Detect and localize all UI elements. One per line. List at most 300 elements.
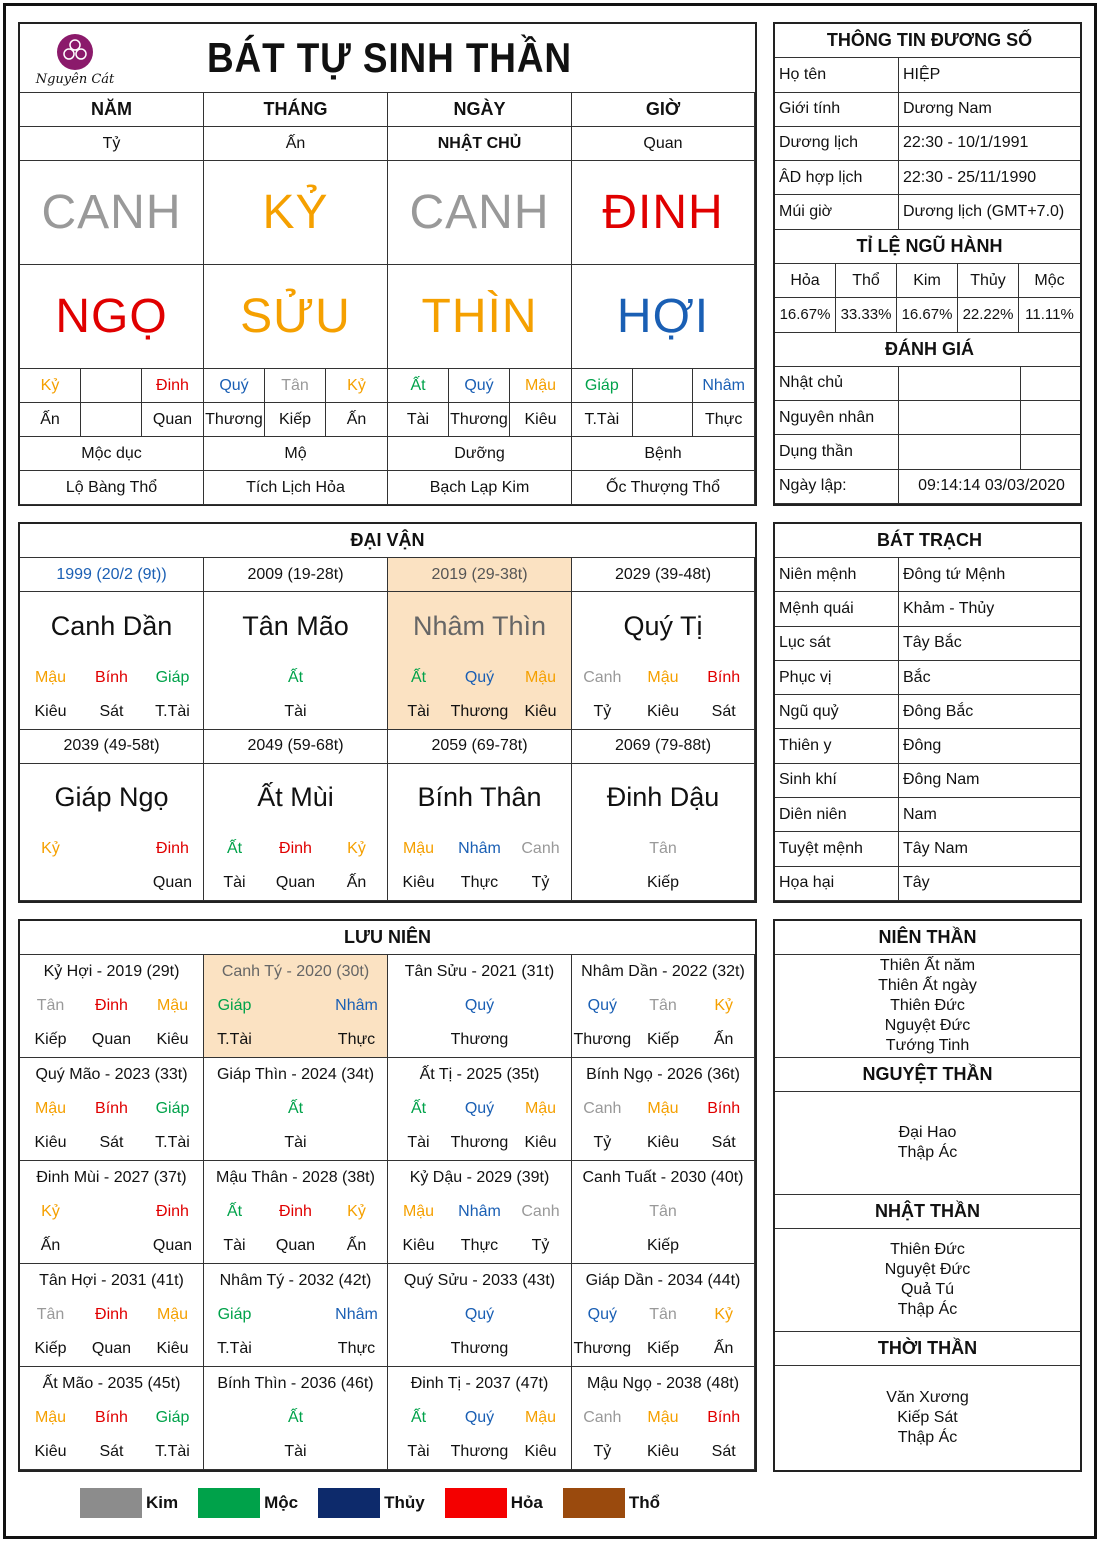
legend-label: Hỏa — [510, 1493, 543, 1512]
gods-section-list — [775, 1229, 1080, 1332]
luu-nien-stem: Quý — [464, 1100, 495, 1117]
dai-van-stems — [204, 832, 387, 866]
dai-van-stem: Đinh — [156, 840, 189, 857]
luu-nien-year: Tân Sửu - 2021 (31t) — [404, 963, 555, 980]
luu-nien-relation — [265, 1332, 326, 1366]
dai-van-cell — [388, 764, 572, 902]
dai-van-relation: T.Tài — [155, 702, 190, 720]
luu-nien-cell — [388, 1367, 572, 1470]
luu-nien-stem: Ất — [287, 1100, 304, 1117]
dai-van-name: Giáp Ngọ — [54, 782, 169, 813]
luu-nien-stem: Giáp — [155, 1409, 190, 1426]
luu-nien-cell — [572, 1367, 755, 1470]
dai-van-relations — [204, 695, 387, 729]
pillar-truong-sinh: Mộ — [204, 437, 388, 471]
luu-nien-relations — [572, 1435, 754, 1469]
dai-van-year: 2019 (29-38t) — [388, 558, 572, 592]
dai-van-stem: Giáp — [155, 668, 190, 686]
pillar-header: GIỜ — [572, 93, 755, 127]
luu-nien-relation: Tài — [284, 1443, 307, 1460]
dai-van-relation: Kiêu — [402, 874, 435, 891]
dai-van-stem: Nhâm — [458, 840, 501, 857]
gods-item: Nguyệt Đức — [884, 1017, 971, 1034]
luu-nien-stem: Bính — [707, 1100, 741, 1117]
luu-nien-stem: Mậu — [34, 1409, 67, 1426]
luu-nien-relations — [572, 1126, 754, 1160]
info-value: 22:30 - 25/11/1990 — [899, 161, 1080, 195]
dai-van-year: 2049 (59-68t) — [204, 730, 388, 764]
dai-van-stem: Mậu — [524, 668, 557, 686]
bat-trach-panel — [773, 522, 1082, 903]
dai-van-relations — [20, 866, 203, 900]
dai-van-year: 2059 (69-78t) — [388, 730, 572, 764]
luu-nien-relation: Kiếp — [34, 1340, 67, 1357]
luu-nien-stem: Quý — [464, 1409, 495, 1426]
pillar-can: KỶ — [204, 161, 388, 265]
hidden-stem-group — [20, 403, 204, 437]
hidden-stem: Kỷ — [20, 369, 81, 402]
info-value: Dương Nam — [899, 93, 1080, 127]
bat-trach-label: Tuyệt mệnh — [775, 832, 899, 866]
dai-van-stems — [204, 661, 387, 695]
dai-van-relation: Tài — [284, 702, 307, 720]
luu-nien-relation — [204, 1435, 265, 1469]
gods-section-list — [775, 955, 1080, 1058]
danh-gia-label: Nhật chủ — [775, 367, 899, 401]
luu-nien-stem — [572, 1195, 633, 1229]
luu-nien-cell — [388, 1161, 572, 1264]
luu-nien-stems — [388, 1298, 571, 1332]
page-title: BÁT TỰ SINH THẦN — [206, 34, 573, 81]
hidden-stem: Quý — [204, 369, 265, 402]
dai-van-stem: Ất — [410, 668, 427, 686]
luu-nien-relation: Kiêu — [156, 1340, 189, 1357]
dai-van-relation: Quan — [152, 874, 193, 891]
luu-nien-cell — [572, 1058, 755, 1161]
luu-nien-year: Mậu Ngọ - 2038 (48t) — [586, 1375, 740, 1392]
bat-trach-label: Mệnh quái — [775, 592, 899, 626]
luu-nien-stem: Giáp — [217, 997, 252, 1014]
hidden-stem: Kỷ — [347, 376, 366, 394]
luu-nien-relation: Thương — [450, 1340, 509, 1357]
gods-item: Nguyệt Đức — [884, 1261, 971, 1278]
luu-nien-year: Ất Tị - 2025 (35t) — [419, 1066, 540, 1083]
dai-van-relation: Kiêu — [646, 702, 679, 720]
gods-section-title: NGUYỆT THẦN — [775, 1058, 1080, 1092]
luu-nien-relation: Ấn — [40, 1237, 61, 1254]
luu-nien-stem: Đinh — [156, 1203, 189, 1220]
dai-van-relation: Sát — [711, 702, 736, 720]
dai-van-relation: Thực — [460, 874, 499, 891]
dai-van-stem: Mậu — [402, 840, 435, 857]
ngu-hanh-percent: 33.33% — [836, 298, 897, 332]
dai-van-name: Canh Dần — [50, 610, 173, 641]
luu-nien-relation: Quan — [91, 1340, 132, 1357]
luu-nien-relation — [388, 1023, 449, 1057]
luu-nien-relations — [20, 1332, 203, 1366]
luu-nien-year: Nhâm Dần - 2022 (32t) — [581, 963, 745, 980]
luu-nien-stem: Tân — [36, 997, 65, 1014]
luu-nien-stem: Tân — [36, 1306, 65, 1323]
luu-nien-stem — [204, 1401, 265, 1435]
dai-van-year: 1999 (20/2 (9t)) — [20, 558, 204, 592]
gods-item: Kiếp Sát — [897, 1409, 958, 1426]
dai-van-relation — [204, 695, 265, 729]
pillar-chi: SỬU — [204, 265, 388, 369]
luu-nien-stems — [20, 1298, 203, 1332]
hidden-stem-group — [572, 369, 755, 403]
luu-nien-stem: Ất — [410, 1100, 427, 1117]
luu-nien-year: Canh Tuất - 2030 (40t) — [582, 1169, 744, 1186]
luu-nien-relation: Sát — [99, 1134, 124, 1151]
luu-nien-stem — [693, 1195, 754, 1229]
ngu-hanh-element: Kim — [897, 264, 958, 298]
luu-nien-relation — [572, 1229, 633, 1263]
hidden-stem-relation — [633, 403, 694, 436]
info-title: THÔNG TIN ĐƯƠNG SỐ — [775, 24, 1080, 58]
dai-van-panel — [18, 522, 757, 903]
hidden-stem-group — [388, 369, 572, 403]
luu-nien-relation: Kiếp — [34, 1031, 67, 1048]
luu-nien-stems — [204, 989, 387, 1023]
dai-van-stem: Kỷ — [41, 840, 60, 857]
dai-van-relation: Kiếp — [646, 874, 679, 891]
luu-nien-year: Đinh Mùi - 2027 (37t) — [36, 1169, 187, 1186]
luu-nien-cell — [388, 1058, 572, 1161]
luu-nien-stem: Tân — [649, 1203, 677, 1220]
dai-van-name: Tân Mão — [242, 610, 349, 641]
bat-trach-value: Đông tứ Mệnh — [899, 558, 1080, 592]
luu-nien-stems — [20, 1092, 203, 1126]
luu-nien-relations — [572, 1229, 754, 1263]
danh-gia-value — [899, 401, 1080, 435]
luu-nien-panel — [18, 919, 757, 1472]
bat-trach-label: Lục sát — [775, 627, 899, 661]
dai-van-stem: Ất — [287, 668, 304, 686]
bat-trach-label: Niên mệnh — [775, 558, 899, 592]
luu-nien-relation: Kiếp — [646, 1237, 679, 1254]
pillar-chi: HỢI — [572, 265, 755, 369]
dai-van-name: Bính Thân — [417, 782, 542, 813]
luu-nien-cell — [572, 1264, 755, 1367]
luu-nien-year: Bính Thìn - 2036 (46t) — [217, 1375, 374, 1392]
bat-trach-value: Đông — [899, 729, 1080, 763]
luu-nien-relations — [204, 1229, 387, 1263]
luu-nien-stem — [326, 1092, 387, 1126]
pillar-truong-sinh: Mộc dục — [20, 437, 204, 471]
luu-nien-relation: Tài — [407, 1134, 430, 1151]
info-label: Họ tên — [775, 58, 899, 92]
pillar-chi: NGỌ — [20, 265, 204, 369]
luu-nien-stem: Ất — [410, 1409, 427, 1426]
dai-van-cell — [204, 592, 388, 730]
info-value: 22:30 - 10/1/1991 — [899, 127, 1080, 161]
luu-nien-cell — [20, 1058, 204, 1161]
luu-nien-stems — [572, 1195, 754, 1229]
luu-nien-stem — [510, 989, 571, 1023]
luu-nien-cell — [388, 955, 572, 1058]
dai-van-name: Đinh Dậu — [606, 782, 720, 813]
luu-nien-relations — [20, 1126, 203, 1160]
hidden-stem: Đinh — [156, 376, 189, 394]
luu-nien-relation: Thực — [460, 1237, 499, 1254]
info-label: Giới tính — [775, 93, 899, 127]
pillar-thap-than: NHẬT CHỦ — [388, 127, 572, 161]
bat-trach-value: Đông Nam — [899, 764, 1080, 798]
dai-van-relation — [326, 695, 387, 729]
dai-van-stem: Ất — [226, 840, 243, 857]
legend — [80, 1488, 680, 1518]
luu-nien-stem — [265, 989, 326, 1023]
luu-nien-stem — [388, 1298, 449, 1332]
luu-nien-cell — [204, 955, 388, 1058]
gods-item: Thiên Đức — [890, 997, 965, 1014]
dai-van-cell — [20, 764, 204, 902]
luu-nien-relations — [572, 1023, 754, 1057]
luu-nien-relations — [388, 1435, 571, 1469]
pillar-nap-am: Ốc Thượng Thổ — [572, 471, 755, 505]
luu-nien-stem: Tân — [649, 997, 677, 1014]
ngu-hanh-percent: 16.67% — [775, 298, 836, 332]
danh-gia-value — [899, 367, 1080, 401]
dai-van-cell — [572, 764, 755, 902]
luu-nien-stem — [326, 1401, 387, 1435]
luu-nien-stem: Mậu — [647, 1409, 679, 1426]
gods-item: Tướng Tinh — [885, 1037, 970, 1054]
luu-nien-relations — [572, 1332, 754, 1366]
hidden-stem-relation: T.Tài — [572, 403, 633, 436]
luu-nien-relations — [20, 1435, 203, 1469]
ngu-hanh-percent: 22.22% — [958, 298, 1019, 332]
luu-nien-relation: T.Tài — [217, 1340, 252, 1357]
ngu-hanh-percent: 11.11% — [1019, 298, 1080, 332]
luu-nien-relation: Sát — [711, 1134, 736, 1151]
dai-van-relations — [20, 695, 203, 729]
luu-nien-relation: Kiêu — [524, 1134, 557, 1151]
luu-nien-stems — [388, 1092, 571, 1126]
luu-nien-relation: Sát — [711, 1443, 736, 1460]
luu-nien-stem: Bính — [95, 1409, 128, 1426]
legend-swatch — [80, 1488, 142, 1518]
luu-nien-stem: Canh — [521, 1203, 560, 1220]
dai-van-relation: Tài — [407, 702, 430, 720]
danh-gia-label: Dụng thần — [775, 435, 899, 469]
legend-label: Kim — [146, 1493, 179, 1512]
luu-nien-cell — [388, 1264, 572, 1367]
dai-van-stem: Mậu — [34, 668, 67, 686]
dai-van-cell — [388, 592, 572, 730]
ngu-hanh-element: Thủy — [958, 264, 1019, 298]
pillar-header: NGÀY — [388, 93, 572, 127]
luu-nien-year: Canh Tý - 2020 (30t) — [221, 963, 370, 980]
luu-nien-relation — [204, 1126, 265, 1160]
luu-nien-year: Nhâm Tý - 2032 (42t) — [219, 1272, 372, 1289]
info-label: ÂD hợp lịch — [775, 161, 899, 195]
dai-van-stem — [693, 832, 754, 866]
luu-nien-relation: Tài — [223, 1237, 246, 1254]
pillar-thap-than: Tỷ — [20, 127, 204, 161]
dai-van-stem: Kỷ — [347, 840, 366, 857]
pillar-nap-am: Lộ Bàng Thổ — [20, 471, 204, 505]
luu-nien-stem: Mậu — [524, 1409, 557, 1426]
luu-nien-stem: Tân — [649, 1306, 677, 1323]
luu-nien-stem: Quý — [464, 997, 495, 1014]
hidden-stem: Quý — [449, 369, 510, 402]
luu-nien-stem: Kỷ — [714, 1306, 733, 1323]
hidden-stem-group — [572, 403, 755, 437]
hidden-stem-group — [388, 403, 572, 437]
luu-nien-stem — [265, 1298, 326, 1332]
legend-item — [318, 1488, 425, 1518]
luu-nien-stem: Quý — [587, 997, 617, 1014]
pillar-nap-am: Tích Lịch Hỏa — [204, 471, 388, 505]
info-panel — [773, 22, 1082, 506]
luu-nien-year: Quý Mão - 2023 (33t) — [35, 1066, 188, 1083]
hidden-stem-relation: Kiêu — [524, 410, 557, 428]
gods-section-title: NIÊN THẦN — [775, 921, 1080, 955]
hidden-stem-relation: Kiếp — [265, 403, 326, 436]
hidden-stem: Giáp — [572, 369, 633, 402]
gods-section-title: THỜI THẦN — [775, 1332, 1080, 1366]
luu-nien-stems — [20, 989, 203, 1023]
luu-nien-stem: Nhâm — [335, 997, 378, 1014]
pillar-header: THÁNG — [204, 93, 388, 127]
luu-nien-relations — [204, 1332, 387, 1366]
luu-nien-cell — [204, 1058, 388, 1161]
dai-van-year: 2009 (19-28t) — [204, 558, 388, 592]
luu-nien-stem: Quý — [587, 1306, 617, 1323]
luu-nien-cell — [20, 955, 204, 1058]
luu-nien-cell — [204, 1161, 388, 1264]
luu-nien-stem — [510, 1298, 571, 1332]
pillar-can: CANH — [388, 161, 572, 265]
dai-van-stems — [388, 832, 571, 866]
dai-van-relations — [388, 695, 571, 729]
luu-nien-stem: Nhâm — [458, 1203, 501, 1220]
ngu-hanh-percent: 16.67% — [897, 298, 958, 332]
bat-trach-label: Thiên y — [775, 729, 899, 763]
luu-nien-cell — [20, 1264, 204, 1367]
bat-trach-value: Bắc — [899, 661, 1080, 695]
luu-nien-year: Giáp Thìn - 2024 (34t) — [216, 1066, 375, 1083]
luu-nien-relations — [388, 1229, 571, 1263]
luu-nien-stems — [572, 1298, 754, 1332]
luu-nien-relation: Tỷ — [593, 1134, 612, 1151]
luu-nien-year: Bính Ngọ - 2026 (36t) — [586, 1066, 740, 1083]
luu-nien-relation: Thương — [573, 1031, 632, 1048]
luu-nien-stem: Đinh — [95, 1306, 128, 1323]
pillar-nap-am: Bạch Lạp Kim — [388, 471, 572, 505]
hidden-stem: Tân — [265, 369, 326, 402]
luu-nien-relations — [204, 1126, 387, 1160]
luu-nien-stem: Giáp — [217, 1306, 252, 1323]
luu-nien-stem: Mậu — [156, 1306, 189, 1323]
legend-item — [445, 1488, 543, 1518]
danh-gia-value — [899, 435, 1080, 469]
luu-nien-stem: Quý — [464, 1306, 495, 1323]
dai-van-relation: Thương — [450, 702, 509, 720]
dai-van-title: ĐẠI VẬN — [20, 524, 755, 558]
legend-label: Thủy — [384, 1493, 425, 1512]
luu-nien-relation: Kiêu — [646, 1443, 679, 1460]
luu-nien-relation: T.Tài — [155, 1134, 190, 1151]
dai-van-relation: Tỷ — [531, 874, 550, 891]
hidden-stem-relation: Tài — [388, 403, 449, 436]
dai-van-relation — [572, 866, 633, 900]
luu-nien-cell — [20, 1161, 204, 1264]
luu-nien-stem: Đinh — [279, 1203, 312, 1220]
gods-item: Thiên Đức — [890, 1241, 965, 1258]
hidden-stem-relation: Ấn — [20, 403, 81, 436]
luu-nien-cell — [204, 1367, 388, 1470]
info-label: Múi giờ — [775, 195, 899, 229]
dai-van-relation — [693, 866, 754, 900]
luu-nien-year: Mậu Thân - 2028 (38t) — [216, 1169, 375, 1186]
gods-section-title: NHẬT THẦN — [775, 1195, 1080, 1229]
luu-nien-stem: Ất — [226, 1203, 243, 1220]
gods-item: Thập Ác — [897, 1144, 958, 1161]
dai-van-stem: Canh — [583, 668, 622, 686]
luu-nien-relation: Kiếp — [646, 1340, 679, 1357]
luu-nien-cell — [572, 955, 755, 1058]
luu-nien-relation — [326, 1435, 387, 1469]
luu-nien-relation: Kiêu — [34, 1134, 67, 1151]
luu-nien-relation: Thương — [450, 1031, 509, 1048]
dai-van-stem: Tân — [649, 840, 677, 857]
dai-van-relations — [388, 866, 571, 900]
pillar-truong-sinh: Bệnh — [572, 437, 755, 471]
luu-nien-stems — [572, 989, 754, 1023]
gods-item: Văn Xương — [886, 1389, 969, 1406]
legend-label: Mộc — [264, 1493, 299, 1512]
dai-van-name: Ất Mùi — [257, 782, 334, 813]
luu-nien-stem: Canh — [583, 1409, 622, 1426]
luu-nien-stems — [204, 1092, 387, 1126]
legend-item — [198, 1488, 298, 1518]
bat-trach-label: Sinh khí — [775, 764, 899, 798]
luu-nien-title: LƯU NIÊN — [20, 921, 755, 955]
luu-nien-relations — [20, 1229, 203, 1263]
dai-van-relation: Tài — [223, 874, 246, 891]
gods-item: Thập Ác — [897, 1301, 958, 1318]
gods-section-list — [775, 1366, 1080, 1470]
luu-nien-stem — [204, 1092, 265, 1126]
ngu-hanh-element: Hỏa — [775, 264, 836, 298]
hidden-stem-relation: Quan — [152, 410, 193, 428]
hidden-stem-relation: Thương — [204, 403, 265, 436]
dai-van-year: 2029 (39-48t) — [572, 558, 755, 592]
luu-nien-relation: Thực — [337, 1340, 376, 1357]
dai-van-stems — [572, 832, 754, 866]
luu-nien-stem: Bính — [95, 1100, 128, 1117]
luu-nien-relation — [693, 1229, 754, 1263]
dai-van-relation — [81, 866, 142, 900]
luu-nien-relation — [81, 1229, 142, 1263]
hidden-stem-group — [204, 403, 388, 437]
dai-van-stem — [204, 661, 265, 695]
legend-swatch — [445, 1488, 507, 1518]
luu-nien-relation: Ấn — [713, 1031, 734, 1048]
luu-nien-relation: Tỷ — [531, 1237, 550, 1254]
bat-trach-value: Đông Bắc — [899, 695, 1080, 729]
luu-nien-relation: Kiêu — [156, 1031, 189, 1048]
luu-nien-relations — [204, 1435, 387, 1469]
luu-nien-stem — [388, 989, 449, 1023]
dai-van-name: Nhâm Thìn — [412, 610, 547, 641]
luu-nien-stems — [388, 989, 571, 1023]
luu-nien-stem: Kỷ — [714, 997, 733, 1014]
bat-trach-label: Phục vị — [775, 661, 899, 695]
